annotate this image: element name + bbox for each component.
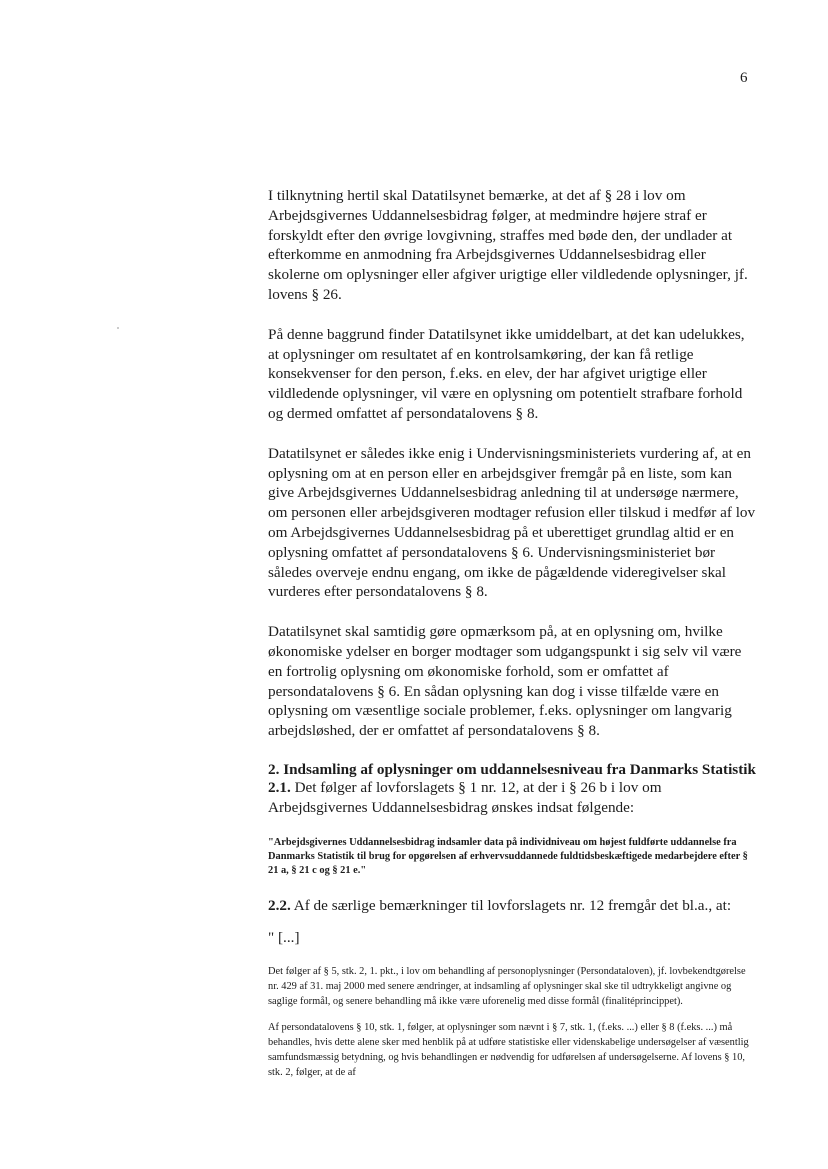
section-2-2-text: Af de særlige bemærkninger til lovforslagets nr. 12 fremgår det bl.a., at: — [290, 897, 732, 915]
quote-ellipsis: " [...] — [268, 928, 300, 946]
section-2-2 — [268, 896, 758, 916]
paragraph-2: På denne baggrund finder Datatilsynet ikke umiddelbart, at det kan udelukkes, at oplysninger om resultatet af en kontrolsamkøring, der kan få retlige konsekvenser for den person, f.eks. en elev, der har afgivet urigtige eller vildledende oplysninger, vil være en oplysning om potentielt strafbare forhold og dermed omfattet af persondatalovens § 8. — [268, 325, 745, 422]
section-2-1-text: Det følger af lovforslagets § 1 nr. 12, at der i § 26 b i lov om Arbejdsgivernes Uddannelsesbidrag ønskes indsat følgende: — [268, 779, 662, 817]
section-2-heading: 2. Indsamling af oplysninger om uddannelsesniveau fra Danmarks Statistik — [268, 760, 756, 778]
paragraph-4: Datatilsynet skal samtidig gøre opmærksom på, at en oplysning om, hvilke økonomiske ydelser en borger modtager som udgangspunkt i sig selv vil være en fortrolig oplysning om økonomiske forhold, som er omfattet af persondatalovens § 6. En sådan oplysning kan dog i visse tilfælde være en oplysning om væsentlige sociale problemer, f.eks. oplysninger om langvarig arbejdsløshed, der er omfattet af persondatalovens § 8. — [268, 623, 742, 740]
paragraph-1: I tilknytning hertil skal Datatilsynet bemærke, at det af § 28 i lov om Arbejdsgivernes Uddannelsesbidrag følger, at medmindre højere straf er forskyldt efter den øvrige lovgivning, straffes med bøde den, der undlader at efterkomme en anmodning fra Arbejdsgivernes Uddannelsesbidrag eller skolerne om oplysninger eller afgiver urigtige eller vildledende oplysninger, jf. lovens § 26. — [268, 187, 748, 303]
document-body — [268, 186, 758, 1091]
section-2-2-number: 2.2. — [268, 897, 291, 915]
section-2-1-number: 2.1. — [268, 779, 291, 797]
page-number: 6 — [740, 70, 748, 86]
section-2-1 — [268, 778, 758, 818]
remarks-paragraph-2: Af persondatalovens § 10, stk. 1, følger, at oplysninger som nævnt i § 7, stk. 1, (f.eks. ...) eller § 8 (f.eks. ...) må behandles, hvis dette alene sker med henblik på at udføre statistiske eller videnskabelige undersøgelser af væsentlig samfundsmæssig betydning, og hvis behandlingen er nødvendig for udførelsen af undersøgelserne. Af lovens § 10, stk. 2, følger, at de af — [268, 1021, 749, 1078]
paragraph-3: Datatilsynet er således ikke enig i Undervisningsministeriets vurdering af, at en oplysning om at en person eller en arbejdsgiver fremgår på en liste, som kan give Arbejdsgivernes Uddannelsesbidrag anledning til at undersøge nærmere, om personen eller arbejdsgiveren modtager refusion eller tilskud i medfør af lov om Arbejdsgivernes Uddannelsesbidrag på et uberettiget grundlag altid er en oplysning omfattet af persondatalovens § 6. Undervisningsministeriet bør således overveje endnu engang, om ikke de pågældende videregivelser skal vurderes efter persondatalovens § 8. — [268, 444, 756, 601]
scan-speck — [117, 327, 119, 329]
law-quote: "Arbejdsgivernes Uddannelsesbidrag indsamler data på individniveau om højest fuldførte uddannelse fra Danmarks Statistik til brug for opgørelsen af erhvervsuddannede fuldtidsbeskæftigede medarbejdere efter § 21 a, § 21 c og § 21 e." — [268, 837, 748, 877]
remarks-paragraph-1: Det følger af § 5, stk. 2, 1. pkt., i lov om behandling af personoplysninger (Persondataloven), jf. lovbekendtgørelse nr. 429 af 31. maj 2000 med senere ændringer, at indsamling af oplysninger skal ske til udtrykkeligt angivne og saglige formål, og senere behandling må ikke være uforenelig med disse formål (finalitéprincippet). — [268, 965, 746, 1007]
